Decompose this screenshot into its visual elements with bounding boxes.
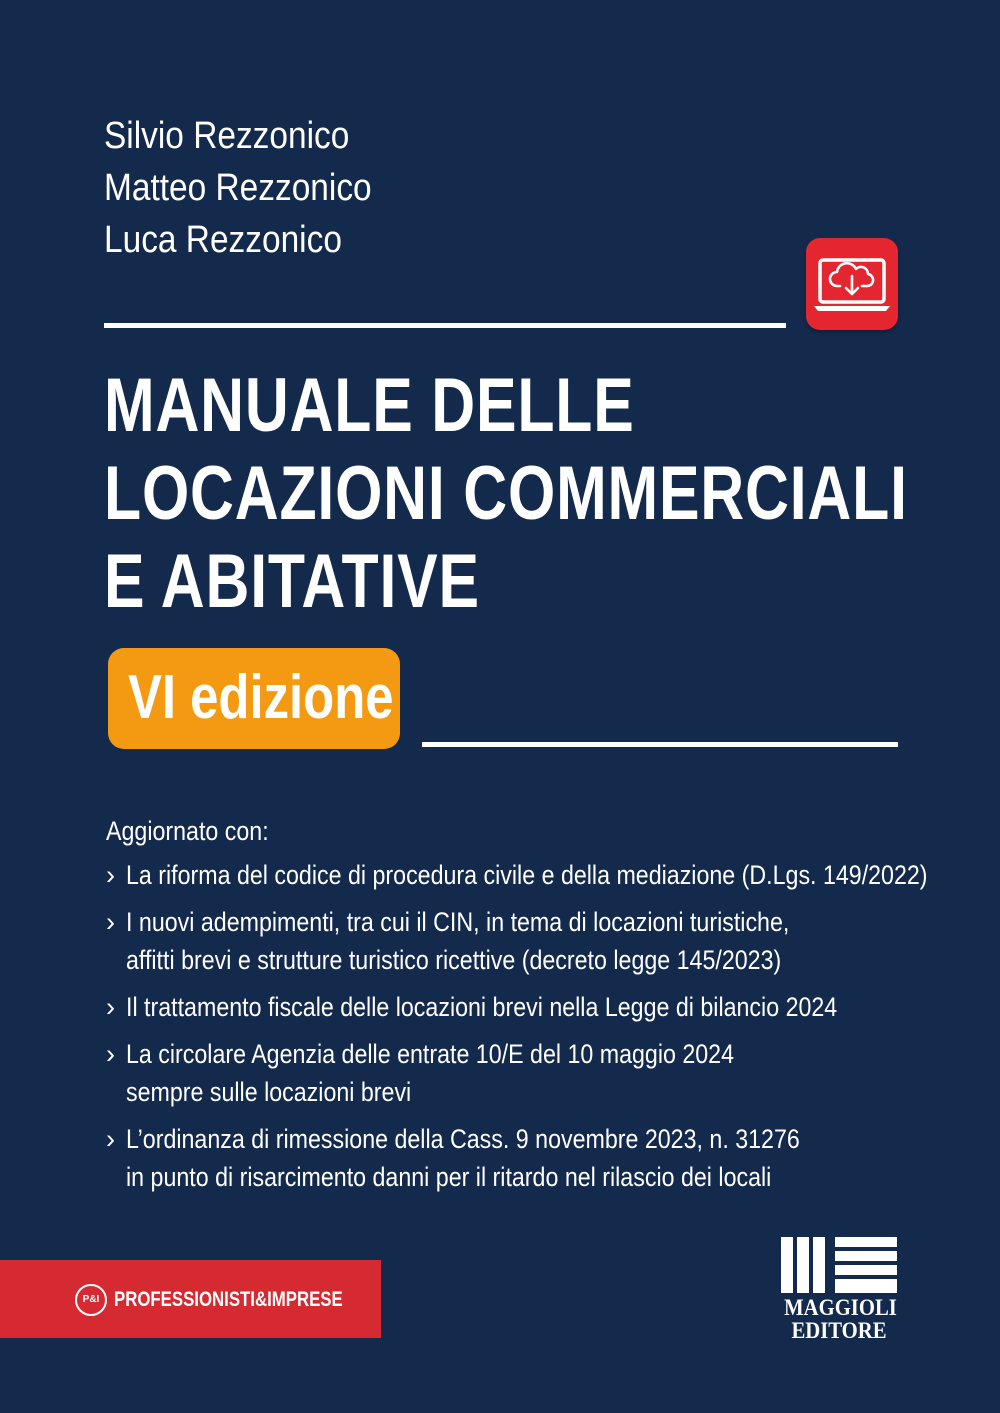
title-line: LOCAZIONI COMMERCIALI <box>104 451 908 536</box>
publisher-name: MAGGIOLI <box>784 1295 897 1320</box>
series-name: PROFESSIONISTI&IMPRESE <box>114 1288 343 1311</box>
list-item <box>106 856 966 894</box>
series-band <box>0 1260 381 1338</box>
edition-badge <box>108 648 400 749</box>
edition-label: VI edizione <box>128 663 394 732</box>
list-item <box>106 903 966 979</box>
series-logo-text: P&I <box>82 1294 100 1305</box>
publisher-name: EDITORE <box>791 1318 887 1343</box>
list-item-text: affitti brevi e strutture turistico ricettive (decreto legge 145/2023) <box>126 945 782 975</box>
author-name: Matteo Rezzonico <box>104 167 372 209</box>
list-item-text: La riforma del codice di procedura civile e della mediazione (D.Lgs. 149/2022) <box>126 860 928 890</box>
series-logo-icon <box>75 1284 107 1316</box>
updates-list <box>106 812 966 1205</box>
list-item-text: L’ordinanza di rimessione della Cass. 9 novembre 2023, n. 31276 <box>126 1124 800 1154</box>
chevron-right-icon: › <box>106 1039 115 1069</box>
list-item-text: Il trattamento fiscale delle locazioni brevi nella Legge di bilancio 2024 <box>126 992 838 1022</box>
maggioli-logo-icon <box>778 1234 900 1296</box>
list-item <box>106 1035 966 1111</box>
list-item-text: La circolare Agenzia delle entrate 10/E del 10 maggio 2024 <box>126 1039 735 1069</box>
chevron-right-icon: › <box>106 1124 115 1154</box>
title-line: MANUALE DELLE <box>104 363 635 448</box>
divider-top <box>104 323 786 328</box>
chevron-right-icon: › <box>106 907 115 937</box>
book-title <box>104 362 984 626</box>
chevron-right-icon: › <box>106 860 115 890</box>
author-name: Luca Rezzonico <box>104 219 342 261</box>
chevron-right-icon: › <box>106 992 115 1022</box>
cloud-download-laptop-icon <box>806 238 898 330</box>
divider-middle <box>422 742 898 747</box>
publisher-logo <box>778 1234 900 1342</box>
author-name: Silvio Rezzonico <box>104 115 350 157</box>
list-item-text: I nuovi adempimenti, tra cui il CIN, in tema di locazioni turistiche, <box>126 907 790 937</box>
updates-intro: Aggiornato con: <box>106 816 269 846</box>
list-item <box>106 1120 966 1196</box>
title-line: E ABITATIVE <box>104 539 480 624</box>
list-item-text: sempre sulle locazioni brevi <box>126 1077 412 1107</box>
list-item <box>106 988 966 1026</box>
authors <box>104 110 408 266</box>
download-badge <box>806 238 898 330</box>
list-item-text: in punto di risarcimento danni per il ritardo nel rilascio dei locali <box>126 1162 772 1192</box>
